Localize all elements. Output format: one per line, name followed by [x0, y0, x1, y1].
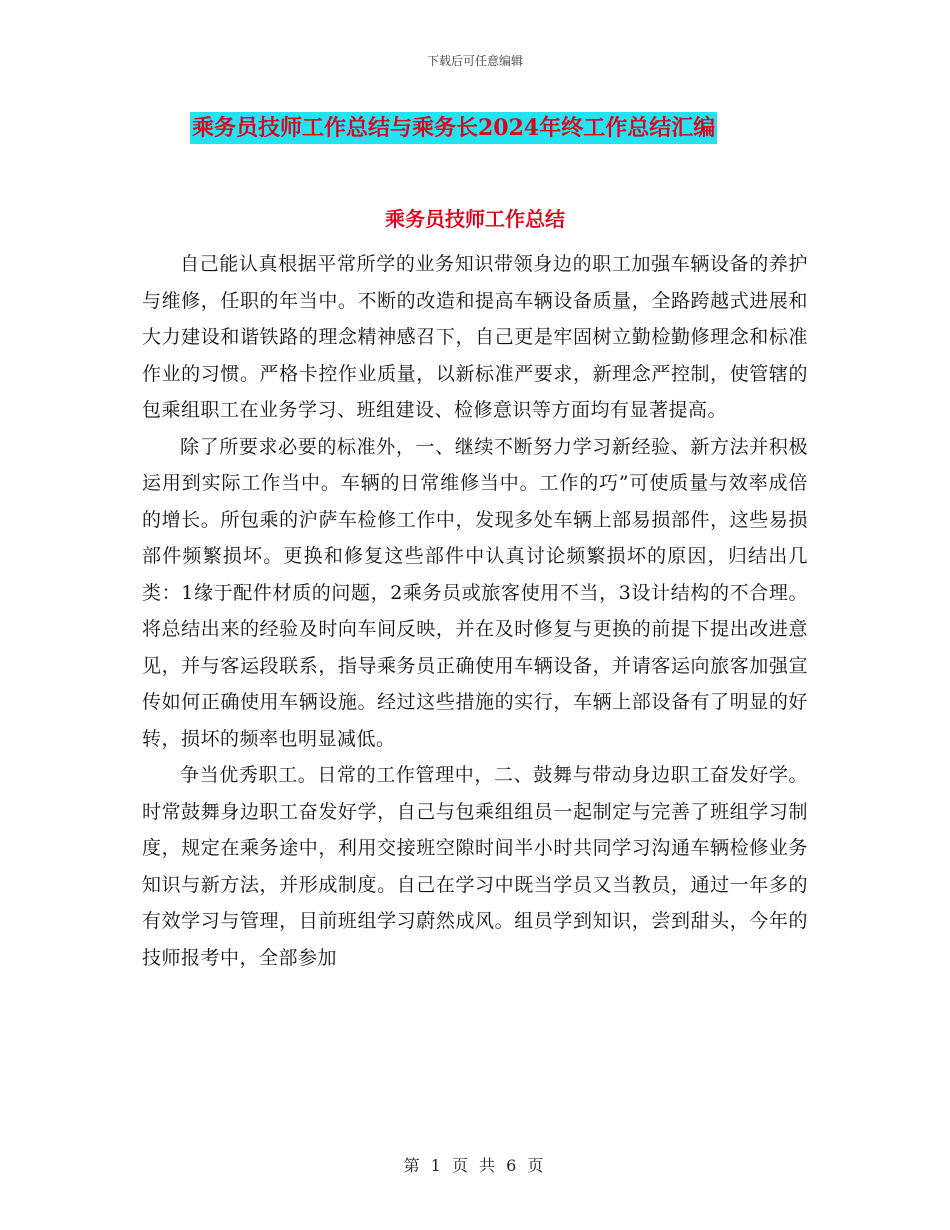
paragraph-1: 自己能认真根据平常所学的业务知识带领身边的职工加强车辆设备的养护与维修，任职的年当中。不断的改造和提高车辆设备质量，全路跨越式进展和大力建设和谐铁路的理念精神感召下，自己更是牢固树立勤检勤修理念和标准作业的习惯。严格卡控作业质量，以新标准严要求，新理念严控制，使管辖的包乘组职工在业务学习、班组建设、检修意识等方面均有显著提高。 — [142, 253, 808, 421]
paragraph-3: 争当优秀职工。日常的工作管理中，二、鼓舞与带动身边职工奋发好学。时常鼓舞身边职工奋发好学，自己与包乘组组员一起制定与完善了班组学习制度，规定在乘务途中，利用交接班空隙时间半小时共同学习沟通车辆检修业务知识与新方法，并形成制度。自己在学习中既当学员又当教员，通过一年多的有效学习与管理，目前班组学习蔚然成风。组员学到知识，尝到甜头，今年的技师报考中，全部参加 — [142, 764, 808, 969]
document-title: 乘务员技师工作总结与乘务长2024年终工作总结汇编 — [190, 112, 717, 144]
page-header-note: 下载后可任意编辑 — [426, 54, 523, 68]
page-footer-number: 第 1 页 共 6 页 — [403, 1156, 547, 1175]
document-body — [142, 246, 808, 976]
section-title: 乘务员技师工作总结 — [385, 207, 565, 231]
paragraph-2: 除了所要求必要的标准外，一、继续不断努力学习新经验、新方法并积极运用到实际工作当中。车辆的日常维修当中。工作的巧”可使质量与效率成倍的增长。所包乘的沪萨车检修工作中，发现多处车辆上部易损部件，这些易损部件频繁损坏。更换和修复这些部件中认真讨论频繁损坏的原因，归结出几类：1缘于配件材质的问题，2乘务员或旅客使用不当，3设计结构的不合理。将总结出来的经验及时向车间反映，并在及时修复与更换的前提下提出改进意见，并与客运段联系，指导乘务员正确使用车辆设备，并请客运向旅客加强宣传如何正确使用车辆设施。经过这些措施的实行，车辆上部设备有了明显的好转，损坏的频率也明显减低。 — [142, 435, 808, 750]
